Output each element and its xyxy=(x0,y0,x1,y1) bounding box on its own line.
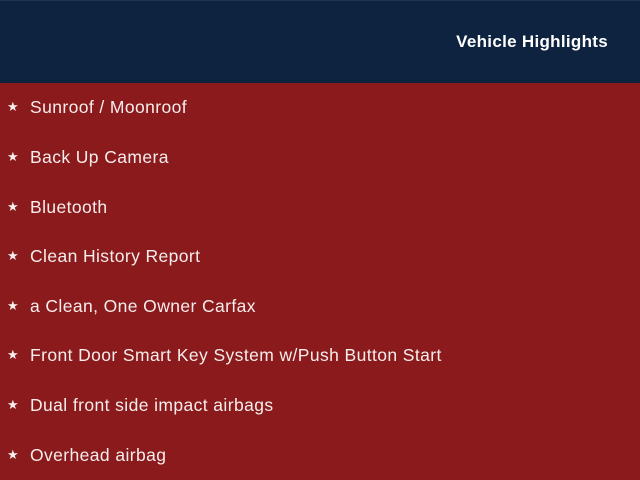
star-icon: ★ xyxy=(7,198,19,214)
list-item xyxy=(0,430,640,480)
highlight-label: Bluetooth xyxy=(30,196,108,217)
highlight-label: Front Door Smart Key System w/Push Button Start xyxy=(30,345,442,366)
star-icon: ★ xyxy=(7,248,19,264)
star-icon: ★ xyxy=(7,347,19,363)
star-icon: ★ xyxy=(7,148,19,164)
list-item xyxy=(0,83,640,133)
list-item xyxy=(0,232,640,282)
highlights-list xyxy=(0,83,640,480)
highlight-label: Back Up Camera xyxy=(30,146,169,167)
page-title: Vehicle Highlights xyxy=(456,32,608,51)
highlight-label: Clean History Report xyxy=(30,246,201,267)
highlight-label: Dual front side impact airbags xyxy=(30,395,274,416)
list-item xyxy=(0,133,640,183)
star-icon: ★ xyxy=(7,99,19,115)
header-bar xyxy=(0,0,640,83)
list-item xyxy=(0,282,640,332)
list-item xyxy=(0,182,640,232)
list-item xyxy=(0,331,640,381)
star-icon: ★ xyxy=(7,446,19,462)
highlight-label: a Clean, One Owner Carfax xyxy=(30,295,256,316)
highlight-label: Overhead airbag xyxy=(30,444,167,465)
highlight-label: Sunroof / Moonroof xyxy=(30,97,188,118)
list-item xyxy=(0,381,640,431)
star-icon: ★ xyxy=(7,297,19,313)
star-icon: ★ xyxy=(7,397,19,413)
